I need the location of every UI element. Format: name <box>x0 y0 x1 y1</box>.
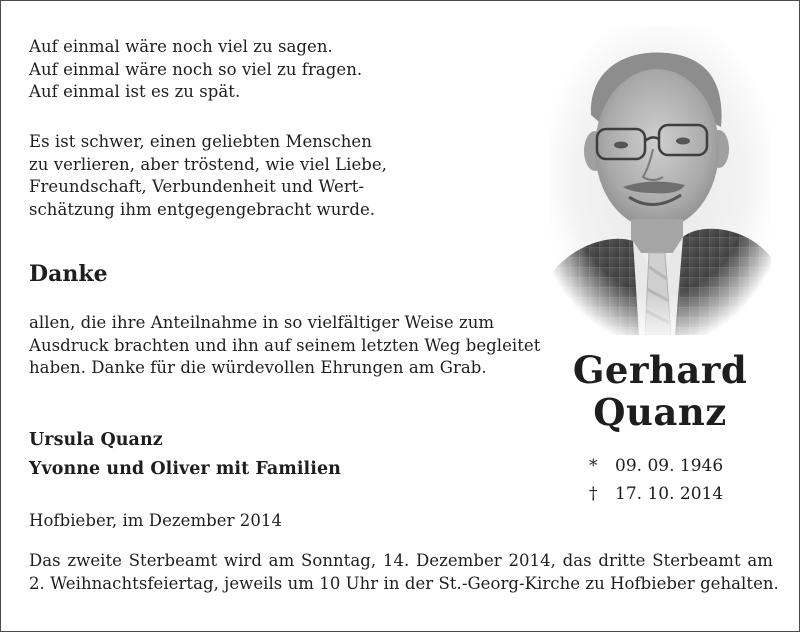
thanks-text <box>29 312 540 380</box>
thanks-line: haben. Danke für die würdevollen Ehrungen am Grab. <box>29 358 487 377</box>
place-date <box>29 510 282 533</box>
poem-line: Auf einmal ist es zu spät. <box>29 82 241 101</box>
death-date: 17. 10. 2014 <box>615 484 724 504</box>
signer-name: Ursula Quanz <box>29 430 163 450</box>
tribute-line: zu verlieren, aber tröstend, wie viel Liebe, <box>29 154 387 174</box>
place-date-text: Hofbieber, im Dezember 2014 <box>29 511 282 530</box>
tribute-line: Freundschaft, Verbundenheit und Wert- <box>29 177 365 196</box>
portrait-photo <box>549 27 771 335</box>
tribute-block <box>29 131 387 221</box>
thanks-line: Ausdruck brachten und ihn auf seinem letzten Weg begleitet <box>29 335 541 355</box>
portrait-illustration <box>549 27 771 335</box>
birth-date: 09. 09. 1946 <box>615 456 724 476</box>
deceased-first-name: Gerhard <box>572 348 748 392</box>
thanks-heading: Danke <box>29 261 108 287</box>
poem-line: Auf einmal wäre noch viel zu sagen. <box>29 37 333 56</box>
poem-line: Auf einmal wäre noch so viel zu fragen. <box>29 59 363 79</box>
birth-date-row <box>589 453 723 479</box>
service-note-line: Das zweite Sterbeamt wird am Sonntag, 14. Dezember 2014, das dritte Sterbeamt am <box>29 551 773 570</box>
tribute-line: schätzung ihm entgegengebracht wurde. <box>29 199 376 219</box>
signers-block <box>29 426 341 484</box>
death-date-row <box>589 481 723 507</box>
deceased-last-name: Quanz <box>593 390 727 434</box>
service-note <box>29 550 779 595</box>
signer-name: Yvonne und Oliver mit Familien <box>29 459 341 479</box>
service-note-line: 2. Weihnachtsfeiertag, jeweils um 10 Uhr in der St.-Georg-Kirche zu Hofbieber gehalten. <box>29 573 779 593</box>
thanks-line: allen, die ihre Anteilnahme in so vielfältiger Weise zum <box>29 313 495 332</box>
death-cross-icon: † <box>589 484 598 504</box>
birth-star-icon: * <box>589 456 598 476</box>
poem-block <box>29 36 362 104</box>
tribute-line: Es ist schwer, einen geliebten Menschen <box>29 132 372 151</box>
